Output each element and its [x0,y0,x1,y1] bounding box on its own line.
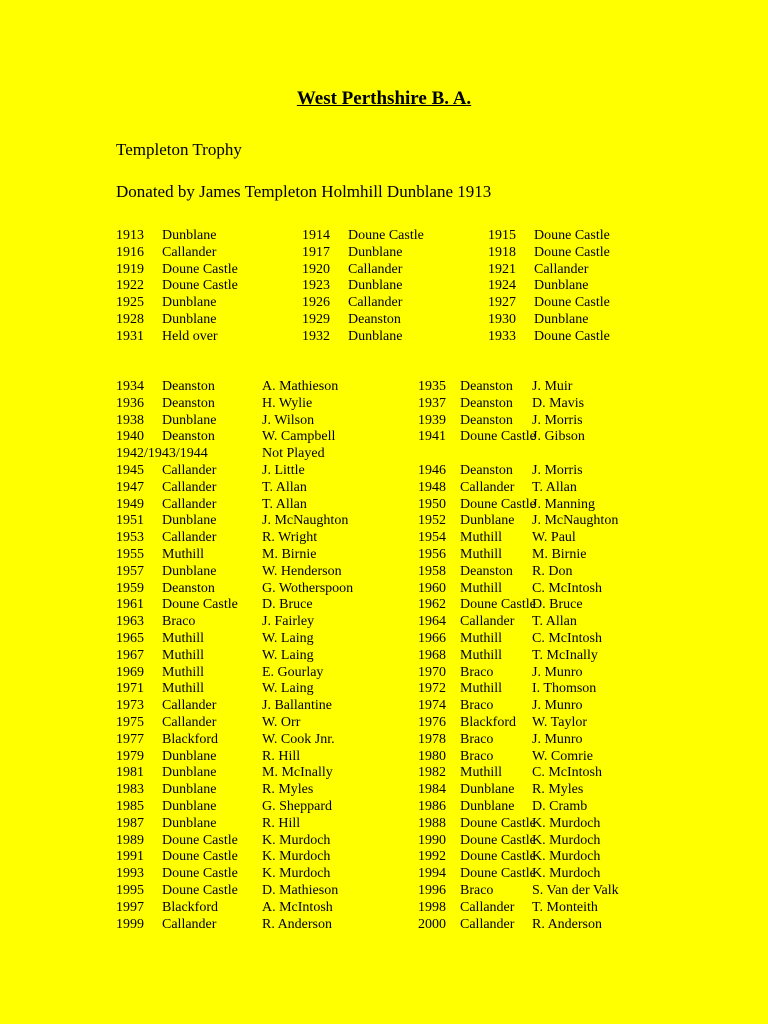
club: Doune Castle [534,244,610,260]
club: Callander [162,714,217,730]
club: Callander [460,479,515,495]
year: 1967 [116,647,144,663]
year: 1963 [116,614,144,630]
year: 1980 [418,748,446,764]
year: 1970 [418,664,446,680]
club: Dunblane [534,278,589,294]
year: 1956 [418,546,446,562]
winner-name: J. Munro [532,731,583,747]
winner-name: K. Murdoch [262,866,331,882]
club: Muthill [460,546,503,562]
winner-name: S. Van der Valk [532,882,619,898]
club: Doune Castle [534,295,610,311]
year: 1914 [302,228,330,243]
club: Callander [460,614,515,630]
year: 1938 [116,412,144,428]
winner-name: A. Mathieson [262,379,339,394]
club: Muthill [460,630,503,646]
club: Dunblane [162,412,217,428]
winner-name: A. McIntosh [262,899,333,915]
winner-name: R. Don [532,563,573,579]
year: 1972 [418,681,446,697]
year: 1952 [418,513,446,529]
year: 1953 [116,530,144,546]
year: 1915 [488,228,516,243]
club: Muthill [460,580,503,596]
club: Blackford [162,731,218,747]
year: 1992 [418,849,446,865]
year: 1933 [488,328,516,344]
club: Doune Castle [162,597,238,613]
club: Braco [460,731,494,747]
year: 1957 [116,563,144,579]
club: Callander [460,916,515,932]
year: 1927 [488,295,516,311]
club: Callander [162,244,217,260]
winner-name: D. Mathieson [262,882,339,898]
club: Doune Castle [534,228,610,243]
club: Dunblane [162,815,217,831]
club: Muthill [162,681,205,697]
club: Dunblane [460,782,515,798]
year: 1995 [116,882,144,898]
winner-name: T. Monteith [532,899,598,915]
winner-name: D. Cramb [532,798,588,814]
club: Deanston [460,379,513,394]
winner-name: J. Gibson [532,429,585,445]
club: Dunblane [162,228,217,243]
winner-name: J. McNaughton [532,513,619,529]
club: Dunblane [348,244,403,260]
year: 1962 [418,597,446,613]
year: 1921 [488,261,516,277]
year: 1985 [116,798,144,814]
club: Deanston [162,429,215,445]
donation-note: Donated by James Templeton Holmhill Dunblane 1913 [116,182,492,201]
club: Dunblane [162,748,217,764]
club: Dunblane [534,311,589,327]
winner-name: R. Anderson [262,916,332,932]
club: Muthill [460,765,503,781]
club: Deanston [162,379,215,394]
club: Braco [460,748,494,764]
club: Dunblane [162,295,217,311]
year: 1948 [418,479,446,495]
club: Doune Castle [460,849,536,865]
year: 1929 [302,311,330,327]
club: Muthill [162,630,205,646]
club: Deanston [348,311,401,327]
year: 1958 [418,563,446,579]
year: 1936 [116,395,144,411]
winner-name: K. Murdoch [262,832,331,848]
club: Muthill [460,647,503,663]
club: Deanston [460,563,513,579]
club: Doune Castle [162,849,238,865]
winner-name: W. Orr [262,714,301,730]
winner-name: J. McNaughton [262,513,349,529]
year: 1997 [116,899,144,915]
club: Dunblane [348,278,403,294]
club: Dunblane [348,328,403,344]
year: 1984 [418,782,446,798]
year: 1978 [418,731,446,747]
winner-name: M. Birnie [262,546,317,562]
year: 1916 [116,244,144,260]
winner-name: T. Allan [532,479,577,495]
winner-name: T. Allan [532,614,577,630]
club: Callander [534,261,589,277]
year: 1937 [418,395,446,411]
winner-name: R. Myles [532,782,584,798]
club: Deanston [460,462,513,478]
year: 1969 [116,664,144,680]
winner-name: J. Munro [532,664,583,680]
year: 1940 [116,429,144,445]
winner-name: J. Fairley [262,614,315,630]
club: Deanston [460,412,513,428]
year: 1932 [302,328,330,344]
year: 1935 [418,379,446,394]
club: Doune Castle [460,866,536,882]
winner-name: D. Bruce [532,597,583,613]
winner-name: W. Henderson [262,563,342,579]
club: Deanston [460,395,513,411]
year: 1934 [116,379,144,394]
year: 1947 [116,479,144,495]
winner-name: J. Wilson [262,412,315,428]
club: Held over [162,328,218,344]
club: Muthill [460,681,503,697]
club: Callander [348,261,403,277]
year: 1926 [302,295,330,311]
winner-name: C. McIntosh [532,580,602,596]
club: Dunblane [162,798,217,814]
club: Muthill [162,664,205,680]
year: 1951 [116,513,144,529]
year: 1930 [488,311,516,327]
year: 1996 [418,882,446,898]
winner-name: R. Hill [262,815,301,831]
winner-name: G. Sheppard [262,798,332,814]
year: 1925 [116,295,144,311]
year: 1987 [116,815,144,831]
year: 1982 [418,765,446,781]
year: 1924 [488,278,516,294]
year: 1928 [116,311,144,327]
year: 1917 [302,244,330,260]
year: 1920 [302,261,330,277]
winner-name: W. Campbell [262,429,336,445]
year: 1979 [116,748,144,764]
winner-name: J. Ballantine [262,698,332,714]
club: Muthill [460,530,503,546]
year: 1950 [418,496,446,512]
club: Muthill [162,647,205,663]
year: 1981 [116,765,144,781]
year: 1973 [116,698,144,714]
year: 1918 [488,244,516,260]
year: 1960 [418,580,446,596]
year: 1923 [302,278,330,294]
winner-name: J. Manning [532,496,595,512]
club: Callander [348,295,403,311]
year: 1955 [116,546,144,562]
club: Callander [162,698,217,714]
winner-name: J. Morris [532,412,583,428]
winner-name: W. Comrie [532,748,593,764]
winner-name: C. McIntosh [532,765,602,781]
year: 1977 [116,731,144,747]
club: Muthill [162,546,205,562]
club: Doune Castle [460,429,536,445]
winner-name: D. Mavis [532,395,585,411]
winner-name: K. Murdoch [532,832,601,848]
club: Deanston [162,395,215,411]
year: 1913 [116,228,144,243]
year: 1964 [418,614,446,630]
club: Braco [460,664,494,680]
year: 1946 [418,462,446,478]
club: Doune Castle [460,597,536,613]
club: Blackford [460,714,516,730]
winner-name: R. Hill [262,748,301,764]
club: Doune Castle [162,832,238,848]
club: Deanston [162,580,215,596]
year: 1966 [418,630,446,646]
club: Dunblane [460,513,515,529]
year: 1994 [418,866,446,882]
club: Dunblane [162,563,217,579]
winner-name: J. Morris [532,462,583,478]
year: 1986 [418,798,446,814]
trophy-name: Templeton Trophy [116,140,242,159]
winner-name: W. Laing [262,647,314,663]
club: Dunblane [162,765,217,781]
winner-name: W. Laing [262,681,314,697]
year: 1990 [418,832,446,848]
winner-name: T. Allan [262,479,307,495]
club: Dunblane [460,798,515,814]
club: Blackford [162,899,218,915]
year: 1959 [116,580,144,596]
year: 1999 [116,916,144,932]
year: 1998 [418,899,446,915]
winner-name: T. McInally [532,647,598,663]
winner-name: R. Myles [262,782,314,798]
year: 1971 [116,681,144,697]
club: Callander [162,462,217,478]
winner-name: W. Laing [262,630,314,646]
winner-name: J. Muir [532,379,573,394]
year: 1949 [116,496,144,512]
winner-name: R. Anderson [532,916,602,932]
winner-name: J. Little [262,462,305,478]
year: 2000 [418,916,446,932]
winner-name: W. Paul [532,530,576,546]
club: Doune Castle [162,882,238,898]
winner-name: D. Bruce [262,597,313,613]
year: 1976 [418,714,446,730]
year: 1993 [116,866,144,882]
year: 1922 [116,278,144,294]
year: 1989 [116,832,144,848]
club: Doune Castle [162,261,238,277]
winner-name: R. Wright [262,530,318,546]
year: 1983 [116,782,144,798]
club: Dunblane [162,782,217,798]
club: Doune Castle [162,866,238,882]
winner-name: M. McInally [262,765,333,781]
club: Braco [460,882,494,898]
year: 1991 [116,849,144,865]
winner-name: K. Murdoch [532,866,601,882]
winner-name: I. Thomson [532,681,597,697]
winner-name: Not Played [262,446,325,462]
winner-name: K. Murdoch [532,815,601,831]
club: Callander [162,530,217,546]
club: Callander [460,899,515,915]
winner-name: C. McIntosh [532,630,602,646]
year: 1919 [116,261,144,277]
winner-name: T. Allan [262,496,307,512]
winner-name: W. Taylor [532,714,588,730]
club: Doune Castle [162,278,238,294]
winner-name: G. Wotherspoon [262,580,354,596]
winner-name: M. Birnie [532,546,587,562]
winner-name: W. Cook Jnr. [262,731,335,747]
club: Doune Castle [348,228,424,243]
club: Dunblane [162,513,217,529]
club: Braco [460,698,494,714]
year: 1961 [116,597,144,613]
winner-name: E. Gourlay [262,664,324,680]
year: 1931 [116,328,144,344]
year: 1945 [116,462,144,478]
year: 1975 [116,714,144,730]
club: Dunblane [162,311,217,327]
year: 1954 [418,530,446,546]
year: 1939 [418,412,446,428]
club: Doune Castle [460,815,536,831]
year: 1965 [116,630,144,646]
club: Callander [162,479,217,495]
club: Callander [162,916,217,932]
page-title: West Perthshire B. A. [296,88,472,109]
winner-name: K. Murdoch [262,849,331,865]
year: 1968 [418,647,446,663]
year: 1974 [418,698,446,714]
club: Braco [162,614,196,630]
year: 1988 [418,815,446,831]
club: Doune Castle [460,832,536,848]
winner-name: J. Munro [532,698,583,714]
club: Doune Castle [460,496,536,512]
year: 1942/1943/1944 [116,446,208,462]
winner-name: H. Wylie [262,395,313,411]
club: Callander [162,496,217,512]
year: 1941 [418,429,446,445]
club: Doune Castle [534,328,610,344]
winner-name: K. Murdoch [532,849,601,865]
